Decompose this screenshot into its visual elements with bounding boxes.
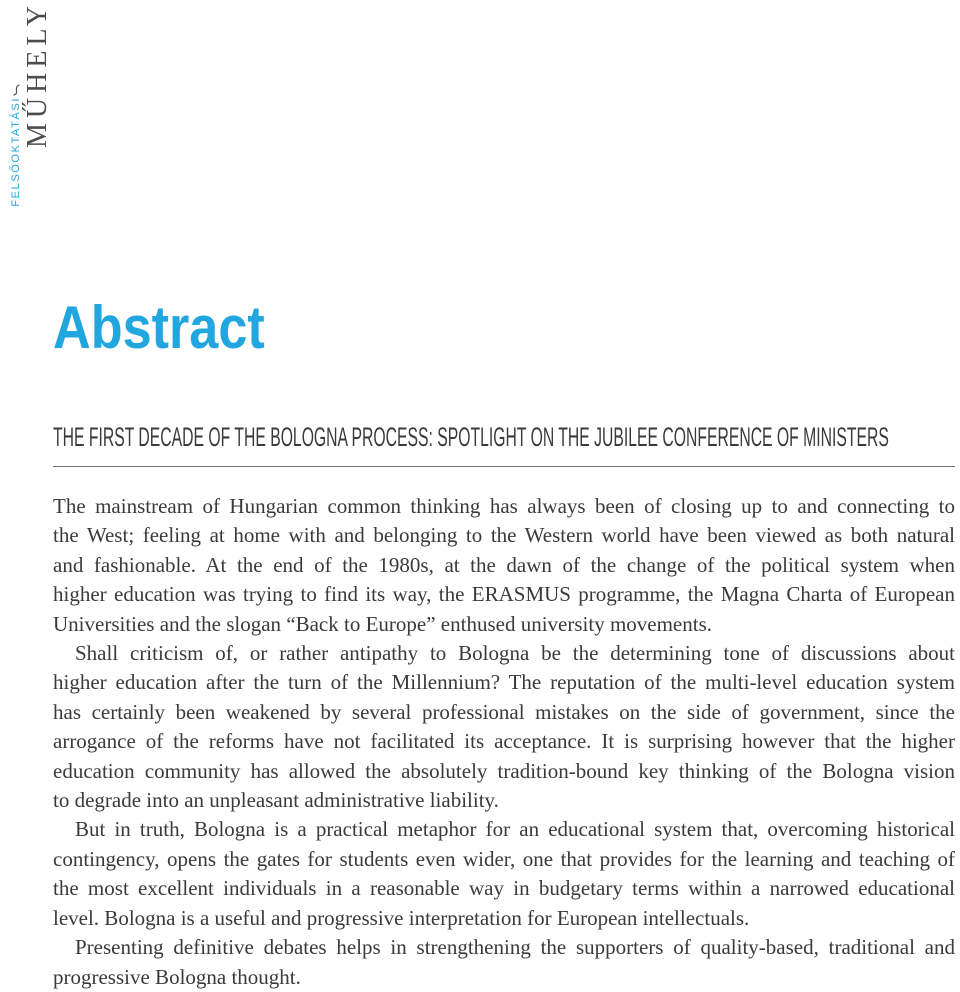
- text-line: the West; feeling at home with and belonging to the Western world have been viewed as both natural: [53, 523, 955, 548]
- title-divider: [53, 466, 955, 467]
- masthead-series-label: FELSŐOKTATÁSI: [10, 97, 22, 207]
- abstract-body: [53, 492, 955, 992]
- article-title: THE FIRST DECADE OF THE BOLOGNA PROCESS: SPOTLIGHT ON THE JUBILEE CONFERENCE OF MINISTERS: [53, 422, 889, 452]
- text-line: has certainly been weakened by several professional mistakes on the side of government, since the: [53, 699, 955, 724]
- abstract-paragraph: [53, 933, 955, 992]
- text-line: level. Bologna is a useful and progressive interpretation for European intellectuals.: [53, 905, 750, 930]
- swash-ornament-icon: [11, 84, 22, 96]
- abstract-paragraph: [53, 492, 955, 639]
- text-line: education community has allowed the absolutely tradition-bound key thinking of the Bologna vision: [53, 758, 955, 783]
- text-line: arrogance of the reforms have not facilitated its acceptance. It is surprising however that the higher: [53, 729, 955, 754]
- text-line: progressive Bologna thought.: [53, 964, 301, 989]
- abstract-paragraph: [53, 639, 955, 815]
- text-line: Presenting definitive debates helps in strengthening the supporters of quality-based, traditional and: [75, 935, 955, 960]
- text-line: higher education after the turn of the Millennium? The reputation of the multi-level education system: [53, 670, 955, 695]
- article-title-container: [53, 422, 955, 452]
- text-line: and fashionable. At the end of the 1980s, at the dawn of the change of the political system when: [53, 552, 955, 577]
- text-line: Shall criticism of, or rather antipathy to Bologna be the determining tone of discussions about: [75, 641, 955, 666]
- text-line: higher education was trying to find its way, the ERASMUS programme, the Magna Charta of European: [53, 582, 955, 607]
- text-line: contingency, opens the gates for students even wider, one that provides for the learning and teaching of: [53, 846, 955, 871]
- text-line: The mainstream of Hungarian common thinking has always been of closing up to and connecting to: [53, 494, 955, 518]
- text-line: But in truth, Bologna is a practical metaphor for an educational system that, overcoming historical: [75, 817, 955, 842]
- text-line: the most excellent individuals in a reasonable way in budgetary terms within a narrowed educational: [53, 876, 955, 901]
- text-line: Universities and the slogan “Back to Europe” enthused university movements.: [53, 611, 713, 636]
- abstract-paragraph: [53, 815, 955, 933]
- masthead-title: MŰHELY: [22, 1, 53, 148]
- section-heading: Abstract: [53, 294, 265, 361]
- text-line: to degrade into an unpleasant administrative liability.: [53, 788, 499, 813]
